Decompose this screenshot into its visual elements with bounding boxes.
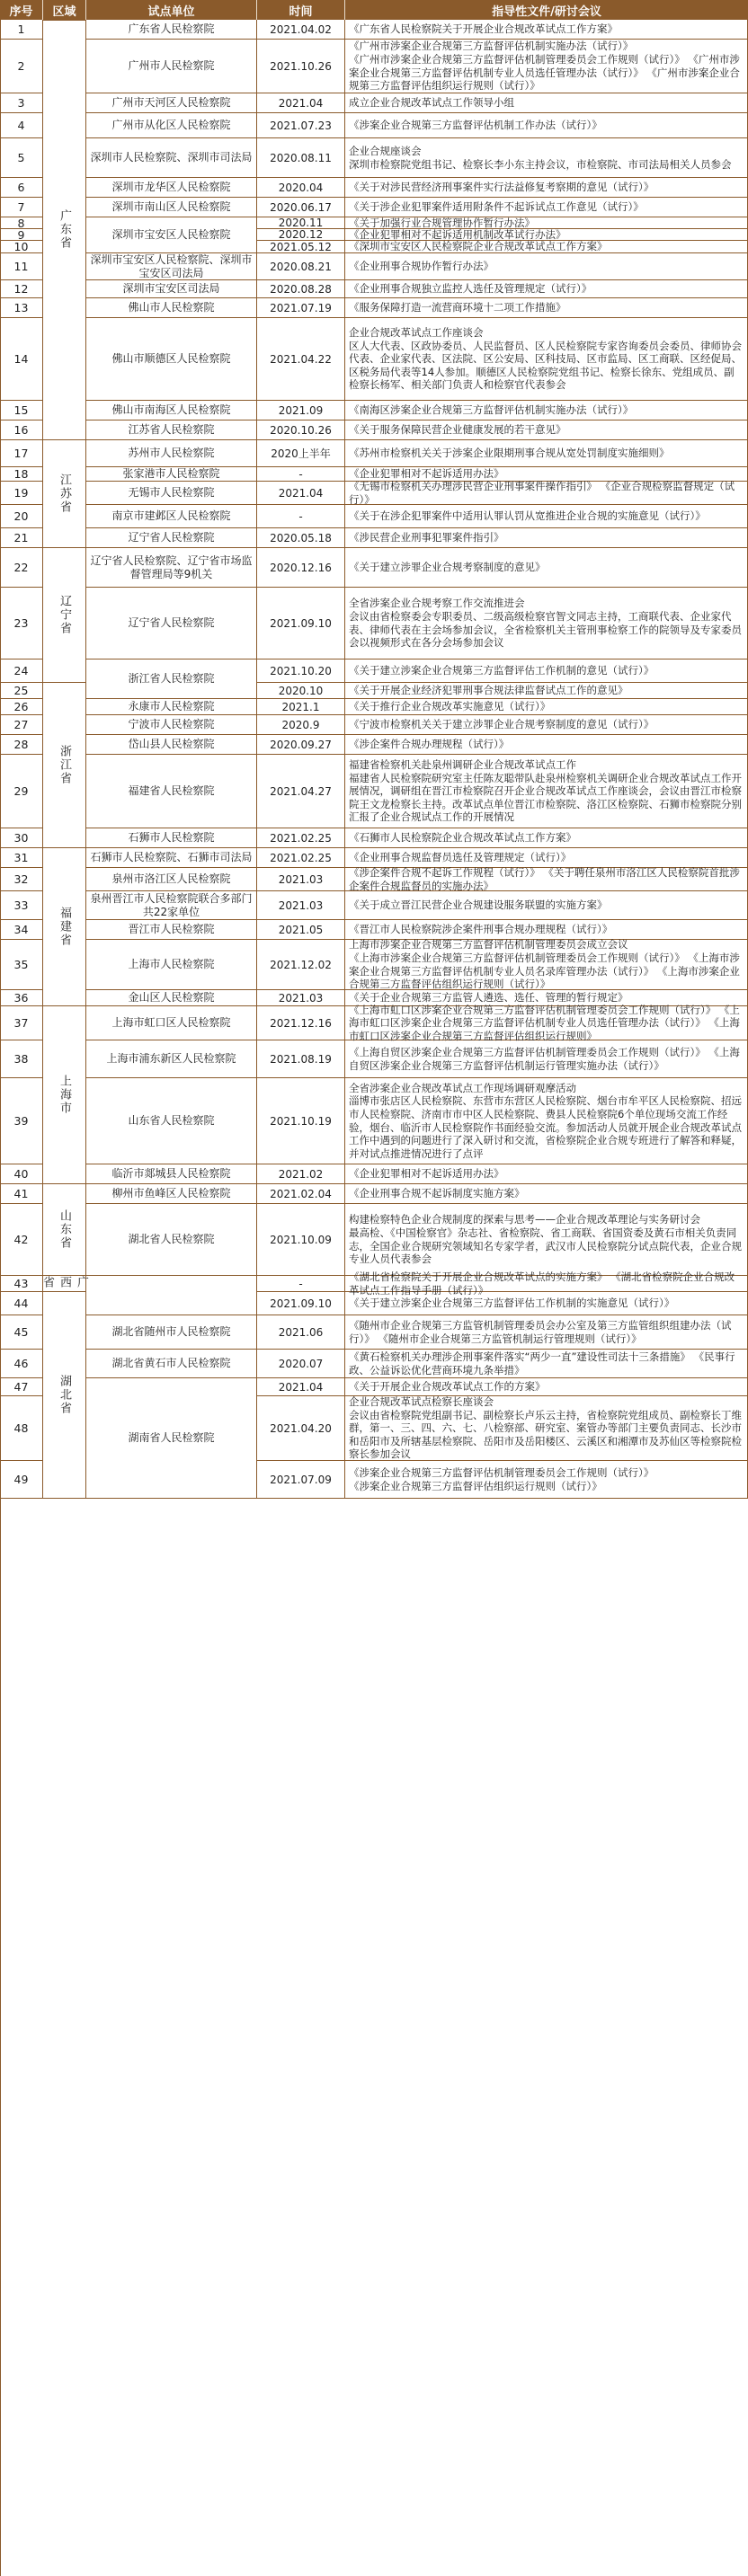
guidance-document bbox=[345, 420, 748, 440]
region-cell bbox=[43, 20, 86, 21]
pilot-unit: 深圳市龙华区人民检察院 bbox=[86, 178, 257, 198]
document-line: 《关于开展企业合规改革试点工作的方案》 bbox=[349, 1380, 546, 1394]
pilot-unit: 佛山市顺德区人民检察院 bbox=[86, 318, 257, 401]
document-line: 区人大代表、区政协委员、人民监督员、区人民检察院专家咨询委员会委员、律师协会代表、企业家代表、区法院、区公安局、区科技局、区市监局、区工商联、区经促局、区税务局代表等14人参加。顺德区人民检察院党组书记、检察长徐东、党组成员、副检察长杨军、相关部门负责人和检察官代表参会 bbox=[349, 339, 742, 392]
date-cell: 2021.10.20 bbox=[257, 659, 345, 683]
document-line: 《关于对涉民营经济刑事案件实行法益修复考察期的意见（试行）》 bbox=[349, 181, 654, 194]
document-line: 《关于企业合规第三方监管人遴选、选任、管理的暂行规定》 bbox=[349, 991, 628, 1005]
region-name: 广东省 bbox=[58, 209, 71, 250]
pilot-unit: 广州市人民检察院 bbox=[86, 40, 257, 93]
row-number: 16 bbox=[0, 420, 43, 440]
guidance-document bbox=[345, 40, 748, 93]
row-number: 49 bbox=[0, 1461, 43, 1499]
guidance-document bbox=[345, 253, 748, 280]
date-cell: 2021.10.26 bbox=[257, 40, 345, 93]
guidance-document bbox=[345, 178, 748, 198]
date-cell: 2021.04.22 bbox=[257, 318, 345, 401]
row-number: 39 bbox=[0, 1078, 43, 1164]
pilot-unit: 岱山县人民检察院 bbox=[86, 735, 257, 755]
guidance-document bbox=[345, 940, 748, 990]
document-line: 《企业刑事合规监督员选任及管理规定（试行）》 bbox=[349, 851, 572, 864]
row-number: 25 bbox=[0, 683, 43, 699]
guidance-document bbox=[345, 1003, 748, 1042]
date-cell: 2021.05 bbox=[257, 920, 345, 940]
region-name: 浙江省 bbox=[58, 745, 71, 785]
date-cell: - bbox=[257, 505, 345, 528]
pilot-unit: 石狮市人民检察院 bbox=[86, 828, 257, 848]
pilot-unit: 辽宁省人民检察院 bbox=[86, 588, 257, 659]
date-cell: 2021.12.16 bbox=[257, 1006, 345, 1040]
document-line: 福建省检察机关赴泉州调研企业合规改革试点工作 bbox=[349, 758, 576, 772]
header-num: 序号 bbox=[0, 0, 43, 20]
document-line: 《黄石检察机关办理涉企刑事案件落实“两少一直”建设性司法十三条措施》 《民事行政、公益诉讼优化营商环境九条举措》 bbox=[349, 1350, 735, 1377]
pilot-unit: 湖北省人民检察院 bbox=[86, 1204, 257, 1276]
row-number: 47 bbox=[0, 1378, 43, 1396]
guidance-document bbox=[345, 920, 748, 940]
document-line: 《上海自贸区涉案企业合规第三方监督评估机制管理委员会工作规则（试行）》 《上海自贸区涉案企业合规第三方监督评估机制运行管理实施办法（试行）》 bbox=[349, 1045, 740, 1072]
pilot-unit: 佛山市南海区人民检察院 bbox=[86, 401, 257, 420]
guidance-document bbox=[345, 1350, 748, 1378]
document-line: 《涉案企业合规第三方监督评估机制工作办法（试行）》 bbox=[349, 119, 602, 132]
guidance-document bbox=[345, 440, 748, 467]
document-line: 成立企业合规改革试点工作领导小组 bbox=[349, 96, 514, 110]
date-cell: 2021.12.02 bbox=[257, 940, 345, 990]
region-cell bbox=[43, 1292, 86, 1499]
document-line: 《涉案企业合规第三方监督评估组织运行规则（试行）》 bbox=[349, 1479, 602, 1492]
row-number: 45 bbox=[0, 1315, 43, 1350]
guidance-document bbox=[345, 1078, 748, 1164]
guidance-document bbox=[345, 528, 748, 548]
row-number: 3 bbox=[0, 93, 43, 113]
pilot-unit: 石狮市人民检察院、石狮市司法局 bbox=[86, 848, 257, 868]
row-number: 1 bbox=[0, 20, 43, 40]
row-number: 18 bbox=[0, 467, 43, 482]
pilot-unit: 江苏省人民检察院 bbox=[86, 420, 257, 440]
document-line: 《服务保障打造一流营商环境十二项工作措施》 bbox=[349, 301, 566, 314]
document-line: 最高检、《中国检察官》杂志社、省检察院、省工商联、省国资委及黄石市相关负责同志，全国企业合规研究领域知名专家学者，武汉市人民检察院分试点院代表，企业合规专业人员代表参会 bbox=[349, 1226, 742, 1266]
document-line: 《企业犯罪相对不起诉适用办法》 bbox=[349, 1167, 504, 1181]
region-cell bbox=[43, 20, 86, 440]
pilot-unit: 苏州市人民检察院 bbox=[86, 440, 257, 467]
document-line: 《涉企案件合规不起诉工作规程（试行）》 《关于聘任泉州市洛江区人民检察院首批涉企案件合规监督员的实施办法》 bbox=[349, 865, 740, 892]
guidance-document bbox=[345, 1204, 748, 1276]
guidance-document bbox=[345, 298, 748, 318]
date-cell: 2021.04 bbox=[257, 93, 345, 113]
date-cell: 2021.09.10 bbox=[257, 588, 345, 659]
guidance-document bbox=[345, 138, 748, 178]
guidance-document bbox=[345, 505, 748, 528]
date-cell: 2021.07.09 bbox=[257, 1461, 345, 1499]
row-number: 43 bbox=[0, 1276, 43, 1292]
region-cell bbox=[43, 683, 86, 848]
document-line: 企业合规改革试点工作座谈会 bbox=[349, 326, 484, 340]
guidance-document bbox=[345, 548, 748, 588]
pilot-unit: 上海市虹口区人民检察院 bbox=[86, 1006, 257, 1040]
guidance-document bbox=[345, 479, 748, 506]
date-cell: 2021.03 bbox=[257, 990, 345, 1006]
guidance-document bbox=[345, 1292, 748, 1315]
date-cell: 2021.08.19 bbox=[257, 1040, 345, 1078]
date-cell: 2020.12.16 bbox=[257, 548, 345, 588]
document-line: 淄博市张店区人民检察院、东营市东营区人民检察院、烟台市牟平区人民检察院、招远市人民检察院、济南市市中区人民检察院、费县人民检察院6个单位现场交流工作经验，烟台、临沂市人民检察院作书面经验交流。参加活动人员就开展企业合规改革试点工作中遇到的问题进行了深入研讨和交流，省检察院企业合规专班进行了解答和释疑，并对试点推进情况进行了点评 bbox=[349, 1094, 742, 1160]
document-line: 《关于成立晋江民营企业合规建设服务联盟的实施方案》 bbox=[349, 899, 608, 912]
document-line: 《深圳市宝安区人民检察院企业合规改革试点工作方案》 bbox=[349, 240, 608, 253]
date-cell: 2021.04.27 bbox=[257, 755, 345, 828]
date-cell: 2020.9 bbox=[257, 715, 345, 735]
row-number: 41 bbox=[0, 1184, 43, 1204]
document-line: 《无锡市检察机关办理涉民营企业刑事案件操作指引》 《企业合规检察监督规定（试行）》 bbox=[349, 479, 735, 506]
pilot-unit: 柳州市鱼峰区人民检察院 bbox=[86, 1184, 257, 1204]
row-number: 10 bbox=[0, 241, 43, 253]
row-number: 37 bbox=[0, 1006, 43, 1040]
date-cell: 2021.09.10 bbox=[257, 1292, 345, 1315]
document-line: 《关于涉企业犯罪案件适用附条件不起诉试点工作意见（试行）》 bbox=[349, 200, 644, 214]
region-cell bbox=[40, 1276, 88, 1292]
row-number: 7 bbox=[0, 198, 43, 217]
table-header bbox=[0, 0, 748, 20]
date-cell: 2021.07.23 bbox=[257, 113, 345, 138]
guidance-document bbox=[345, 1164, 748, 1184]
date-cell: 2020.06.17 bbox=[257, 198, 345, 217]
row-number: 48 bbox=[0, 1396, 43, 1461]
region-cell bbox=[43, 548, 86, 683]
pilot-unit: 宁波市人民检察院 bbox=[86, 715, 257, 735]
row-number: 36 bbox=[0, 990, 43, 1006]
document-line: 构建检察特色企业合规制度的探索与思考——企业合规改革理论与实务研讨会 bbox=[349, 1213, 700, 1226]
date-cell: 2021.04 bbox=[257, 482, 345, 505]
document-line: 《关于建立涉案企业合规第三方监督评估工作机制的意见（试行）》 bbox=[349, 664, 654, 677]
pilot-unit: 南京市建邺区人民检察院 bbox=[86, 505, 257, 528]
row-number: 11 bbox=[0, 253, 43, 280]
row-number: 17 bbox=[0, 440, 43, 467]
document-line: 《广州市涉案企业合规第三方监督评估机制管理委员会工作规则（试行）》 《广州市涉案企业合规第三方监督评估机制专业人员选任管理办法（试行）》 《广州市涉案企业合规第三方监督评估组织运行规则（试行）》 bbox=[349, 52, 740, 93]
document-line: 《企业刑事合规不起诉制度实施方案》 bbox=[349, 1187, 525, 1200]
row-number: 23 bbox=[0, 588, 43, 659]
row-number: 26 bbox=[0, 699, 43, 715]
document-line: 《关于加强行业合规管理协作暂行办法》 bbox=[349, 216, 535, 229]
pilot-unit: 山东省人民检察院 bbox=[86, 1078, 257, 1164]
row-number: 2 bbox=[0, 40, 43, 93]
guidance-document bbox=[345, 1461, 748, 1499]
date-cell: 2020上半年 bbox=[257, 440, 345, 467]
document-line: 全省涉案企业合规改革试点工作现场调研观摩活动 bbox=[349, 1081, 576, 1094]
document-line: 《企业刑事合规协作暂行办法》 bbox=[349, 260, 494, 273]
guidance-document bbox=[345, 755, 748, 828]
region-name bbox=[43, 20, 86, 21]
date-cell: 2021.1 bbox=[257, 699, 345, 715]
pilot-unit: 深圳市宝安区司法局 bbox=[86, 280, 257, 298]
date-cell: 2020.12 bbox=[257, 229, 345, 241]
document-line: 会议由省检察院党组副书记、副检察长卢乐云主持，省检察院党组成员、副检察长丁维群，第一、三、四、六、七、八检察部、研究室、案管办等部门主要负责同志、长沙市和岳阳市及所辖基层检察院、岳阳市及岳阳楼区、云溪区和湘潭市及苏仙区等检察院检察长参加会议 bbox=[349, 1408, 742, 1461]
date-cell: 2021.09 bbox=[257, 401, 345, 420]
document-line: 《关于推行企业合规改革实施意见（试行）》 bbox=[349, 700, 551, 713]
region-name: 湖北省 bbox=[58, 1375, 71, 1415]
date-cell: 2021.02.04 bbox=[257, 1184, 345, 1204]
row-number: 34 bbox=[0, 920, 43, 940]
row-number: 44 bbox=[0, 1292, 43, 1315]
document-line: 深圳市检察院党组书记、检察长李小东主持会议，市检察院、市司法局相关人员参会 bbox=[349, 157, 732, 171]
date-cell: 2020.09.27 bbox=[257, 735, 345, 755]
guidance-document bbox=[345, 699, 748, 715]
region-name: 山东省 bbox=[58, 1209, 71, 1250]
guidance-document bbox=[345, 401, 748, 420]
document-line: 《关于建立涉案企业合规第三方监督评估工作机制的实施意见（试行）》 bbox=[349, 1297, 675, 1310]
guidance-document bbox=[345, 588, 748, 659]
guidance-document bbox=[345, 1315, 748, 1350]
region-cell bbox=[43, 1184, 86, 1276]
guidance-document bbox=[345, 1184, 748, 1204]
row-number: 21 bbox=[0, 528, 43, 548]
guidance-document bbox=[345, 683, 748, 699]
row-number: 24 bbox=[0, 659, 43, 683]
date-cell: 2021.03 bbox=[257, 868, 345, 891]
date-cell: 2021.05.12 bbox=[257, 241, 345, 253]
row-number: 6 bbox=[0, 178, 43, 198]
region-cell bbox=[43, 1006, 86, 1184]
row-number: 29 bbox=[0, 755, 43, 828]
guidance-document bbox=[345, 865, 748, 892]
date-cell: 2021.06 bbox=[257, 1315, 345, 1350]
document-line: 《宁波市检察机关关于建立涉罪企业合规考察制度的意见（试行）》 bbox=[349, 718, 654, 731]
document-line: 《石狮市人民检察院企业合规改革试点工作方案》 bbox=[349, 831, 576, 845]
header-region: 区域 bbox=[43, 0, 86, 20]
pilot-unit: 福建省人民检察院 bbox=[86, 755, 257, 828]
pilot-unit: 泉州市洛江区人民检察院 bbox=[86, 868, 257, 891]
region-cell bbox=[43, 440, 86, 548]
date-cell: 2020.07 bbox=[257, 1350, 345, 1378]
guidance-document bbox=[345, 848, 748, 868]
date-cell: 2021.02 bbox=[257, 1164, 345, 1184]
pilot-unit: 临沂市郯城县人民检察院 bbox=[86, 1164, 257, 1184]
document-line: 《随州市企业合规第三方监管机制管理委员会办公室及第三方监管组织组建办法（试行）》 《随州市企业合规第三方监管机制运行管理规则（试行）》 bbox=[349, 1318, 732, 1345]
guidance-document bbox=[345, 1378, 748, 1396]
date-cell: 2021.10.09 bbox=[257, 1204, 345, 1276]
pilot-unit: 晋江市人民检察院 bbox=[86, 920, 257, 940]
date-cell: 2020.08.11 bbox=[257, 138, 345, 178]
pilot-unit: 浙江省人民检察院 bbox=[86, 659, 257, 699]
pilot-unit: 泉州晋江市人民检察院联合多部门共22家单位 bbox=[86, 891, 257, 920]
document-line: 上海市涉案企业合规第三方监督评估机制管理委员会成立会议 bbox=[349, 938, 628, 952]
guidance-document bbox=[345, 198, 748, 217]
row-number: 20 bbox=[0, 505, 43, 528]
date-cell: 2020.04 bbox=[257, 178, 345, 198]
row-number: 14 bbox=[0, 318, 43, 401]
pilot-unit: 湖南省人民检察院 bbox=[86, 1378, 257, 1499]
date-cell: 2020.10.26 bbox=[257, 420, 345, 440]
guidance-document bbox=[345, 715, 748, 735]
document-line: 《苏州市检察机关关于涉案企业限期刑事合规从宽处罚制度实施细则》 bbox=[349, 447, 670, 460]
guidance-document bbox=[345, 113, 748, 138]
document-line: 《关于服务保障民营企业健康发展的若干意见》 bbox=[349, 423, 566, 437]
document-line: 《涉民营企业刑事犯罪案件指引》 bbox=[349, 531, 504, 544]
row-number: 12 bbox=[0, 280, 43, 298]
date-cell: 2021.04.20 bbox=[257, 1396, 345, 1461]
document-line: 福建省人民检察院研究室主任陈友聪带队赴泉州检察机关调研企业合规改革试点工作开展情况，调研组在晋江市检察院召开企业合规改革试点工作座谈会，会议由晋江市检察院王文龙检察长主持。改革试点单位晋江市检察院、洛江区检察院、石狮市检察院分别汇报了企业合规试点工作的开展情况 bbox=[349, 771, 742, 824]
guidance-document bbox=[345, 1396, 748, 1461]
date-cell: 2021.02.25 bbox=[257, 828, 345, 848]
region-name: 福建省 bbox=[58, 907, 71, 947]
pilot-unit: 广州市从化区人民检察院 bbox=[86, 113, 257, 138]
row-number: 8 bbox=[0, 217, 43, 229]
date-cell: 2020.08.21 bbox=[257, 253, 345, 280]
pilot-unit: 上海市人民检察院 bbox=[86, 940, 257, 990]
row-number: 38 bbox=[0, 1040, 43, 1078]
guidance-document bbox=[345, 735, 748, 755]
row-number: 33 bbox=[0, 891, 43, 920]
header-unit: 试点单位 bbox=[86, 0, 257, 20]
date-cell: - bbox=[257, 467, 345, 482]
pilot-unit: 深圳市宝安区人民检察院 bbox=[86, 217, 257, 253]
row-number: 27 bbox=[0, 715, 43, 735]
pilot-unit: 佛山市人民检察院 bbox=[86, 298, 257, 318]
document-line: 《关于开展企业经济犯罪刑事合规法律监督试点工作的意见》 bbox=[349, 684, 628, 697]
pilot-unit: 深圳市人民检察院、深圳市司法局 bbox=[86, 138, 257, 178]
date-cell: 2021.03 bbox=[257, 891, 345, 920]
date-cell: 2020.10 bbox=[257, 683, 345, 699]
pilot-unit: 上海市浦东新区人民检察院 bbox=[86, 1040, 257, 1078]
row-number: 13 bbox=[0, 298, 43, 318]
document-line: 《企业刑事合规独立监控人选任及管理规定（试行）》 bbox=[349, 282, 592, 296]
header-doc: 指导性文件/研讨会议 bbox=[492, 4, 601, 19]
row-number: 5 bbox=[0, 138, 43, 178]
guidance-document bbox=[345, 280, 748, 298]
document-line: 《南海区涉案企业合规第三方监督评估机制实施办法（试行）》 bbox=[349, 403, 634, 417]
region-name: 广西省 bbox=[40, 1276, 88, 1289]
document-line: 《企业犯罪相对不起诉适用办法》 bbox=[349, 467, 504, 481]
row-number: 19 bbox=[0, 482, 43, 505]
row-number: 31 bbox=[0, 848, 43, 868]
pilot-unit: 湖北省黄石市人民检察院 bbox=[86, 1350, 257, 1378]
pilot-unit: 广东省人民检察院 bbox=[86, 20, 257, 40]
date-cell: 2021.04.02 bbox=[257, 20, 345, 40]
document-line: 《企业犯罪相对不起诉适用机制改革试行办法》 bbox=[349, 227, 566, 241]
pilot-unit bbox=[86, 1276, 257, 1315]
document-line: 会议由省检察委会专职委员、二级高级检察官智文同志主持，工商联代表、企业家代表、律师代表在主会场参加会议，全省检察机关主管刑事检察工作的院领导及专家委员会以视频形式在各分会场参加会议 bbox=[349, 609, 742, 650]
row-number: 46 bbox=[0, 1350, 43, 1378]
document-line: 《湖北省检察院关于开展企业合规改革试点的实施方案》 《湖北省检察院企业合规改革试点工作指导手册（试行）》 bbox=[349, 1270, 735, 1297]
header-date: 时间 bbox=[257, 0, 345, 20]
guidance-document bbox=[345, 241, 748, 253]
pilot-unit: 无锡市人民检察院 bbox=[86, 482, 257, 505]
pilot-unit: 永康市人民检察院 bbox=[86, 699, 257, 715]
guidance-document bbox=[345, 1270, 748, 1297]
guidance-document bbox=[345, 828, 748, 848]
region-cell bbox=[43, 848, 86, 1006]
guidance-document bbox=[345, 659, 748, 683]
document-line: 《关于在涉企犯罪案件中适用认罪认罚从宽推进企业合规的实施意见（试行）》 bbox=[349, 509, 706, 523]
document-line: 企业合规改革试点检察长座谈会 bbox=[349, 1395, 494, 1409]
pilot-unit: 深圳市宝安区人民检察院、深圳市宝安区司法局 bbox=[86, 253, 257, 280]
region-name: 辽宁省 bbox=[58, 595, 71, 635]
guidance-document bbox=[345, 318, 748, 401]
row-number: 32 bbox=[0, 868, 43, 891]
date-cell: 2021.02.25 bbox=[257, 848, 345, 868]
document-line: 《上海市虹口区涉案企业合规第三方监督评估机制管理委员会工作规则（试行）》 《上海市虹口区涉案企业合规第三方监督评估机制专业人员选任管理办法（试行）》 《上海市虹口区涉案企业合规第三方监督评估组织运行规则》 bbox=[349, 1003, 740, 1042]
pilot-unit: 辽宁省人民检察院、辽宁省市场监督管理局等9机关 bbox=[86, 548, 257, 588]
document-line: 企业合规座谈会 bbox=[349, 144, 422, 157]
row-number: 35 bbox=[0, 940, 43, 990]
date-cell: 2020.05.18 bbox=[257, 528, 345, 548]
document-line: 《广东省人民检察院关于开展企业合规改革试点工作方案》 bbox=[349, 22, 618, 36]
document-line: 全省涉案企业合规考察工作交流推进会 bbox=[349, 597, 525, 610]
guidance-document bbox=[345, 1040, 748, 1078]
row-number: 40 bbox=[0, 1164, 43, 1184]
document-line: 《广州市涉案企业合规第三方监督评估机制实施办法（试行）》 bbox=[349, 40, 634, 53]
guidance-document bbox=[345, 20, 748, 40]
row-number: 15 bbox=[0, 401, 43, 420]
document-line: 《上海市涉案企业合规第三方监督评估机制管理委员会工作规则（试行）》 《上海市涉案企业合规第三方监督评估机制专业人员名录库管理办法（试行）》 《上海市涉案企业合规第三方监督评估组织运行规则（试行）》 bbox=[349, 951, 740, 991]
pilot-unit: 深圳市南山区人民检察院 bbox=[86, 198, 257, 217]
date-cell: 2021.04 bbox=[257, 1378, 345, 1396]
document-line: 《关于建立涉罪企业合规考察制度的意见》 bbox=[349, 561, 546, 574]
row-number: 30 bbox=[0, 828, 43, 848]
region-name: 江苏省 bbox=[58, 474, 71, 514]
date-cell: 2020.11 bbox=[257, 217, 345, 229]
guidance-document bbox=[345, 891, 748, 920]
date-cell: 2021.07.19 bbox=[257, 298, 345, 318]
row-number: 28 bbox=[0, 735, 43, 755]
row-number: 22 bbox=[0, 548, 43, 588]
pilot-unit: 辽宁省人民检察院 bbox=[86, 528, 257, 548]
guidance-document bbox=[345, 229, 748, 241]
row-number: 4 bbox=[0, 113, 43, 138]
pilot-unit: 张家港市人民检察院 bbox=[86, 467, 257, 482]
document-line: 《晋江市人民检察院涉企案件刑事合规办理规程（试行）》 bbox=[349, 923, 613, 936]
guidance-document bbox=[345, 93, 748, 113]
pilot-unit: 金山区人民检察院 bbox=[86, 990, 257, 1006]
region-name: 上海市 bbox=[58, 1075, 71, 1115]
row-number: 42 bbox=[0, 1204, 43, 1276]
date-cell: - bbox=[257, 1276, 345, 1292]
row-number: 9 bbox=[0, 229, 43, 241]
pilot-unit: 广州市天河区人民检察院 bbox=[86, 93, 257, 113]
document-line: 《涉企案件合规办理规程（试行）》 bbox=[349, 738, 510, 751]
date-cell: 2020.08.28 bbox=[257, 280, 345, 298]
date-cell: 2021.10.19 bbox=[257, 1078, 345, 1164]
document-line: 《涉案企业合规第三方监督评估机制管理委员会工作规则（试行）》 bbox=[349, 1465, 654, 1479]
pilot-unit: 湖北省随州市人民检察院 bbox=[86, 1315, 257, 1350]
